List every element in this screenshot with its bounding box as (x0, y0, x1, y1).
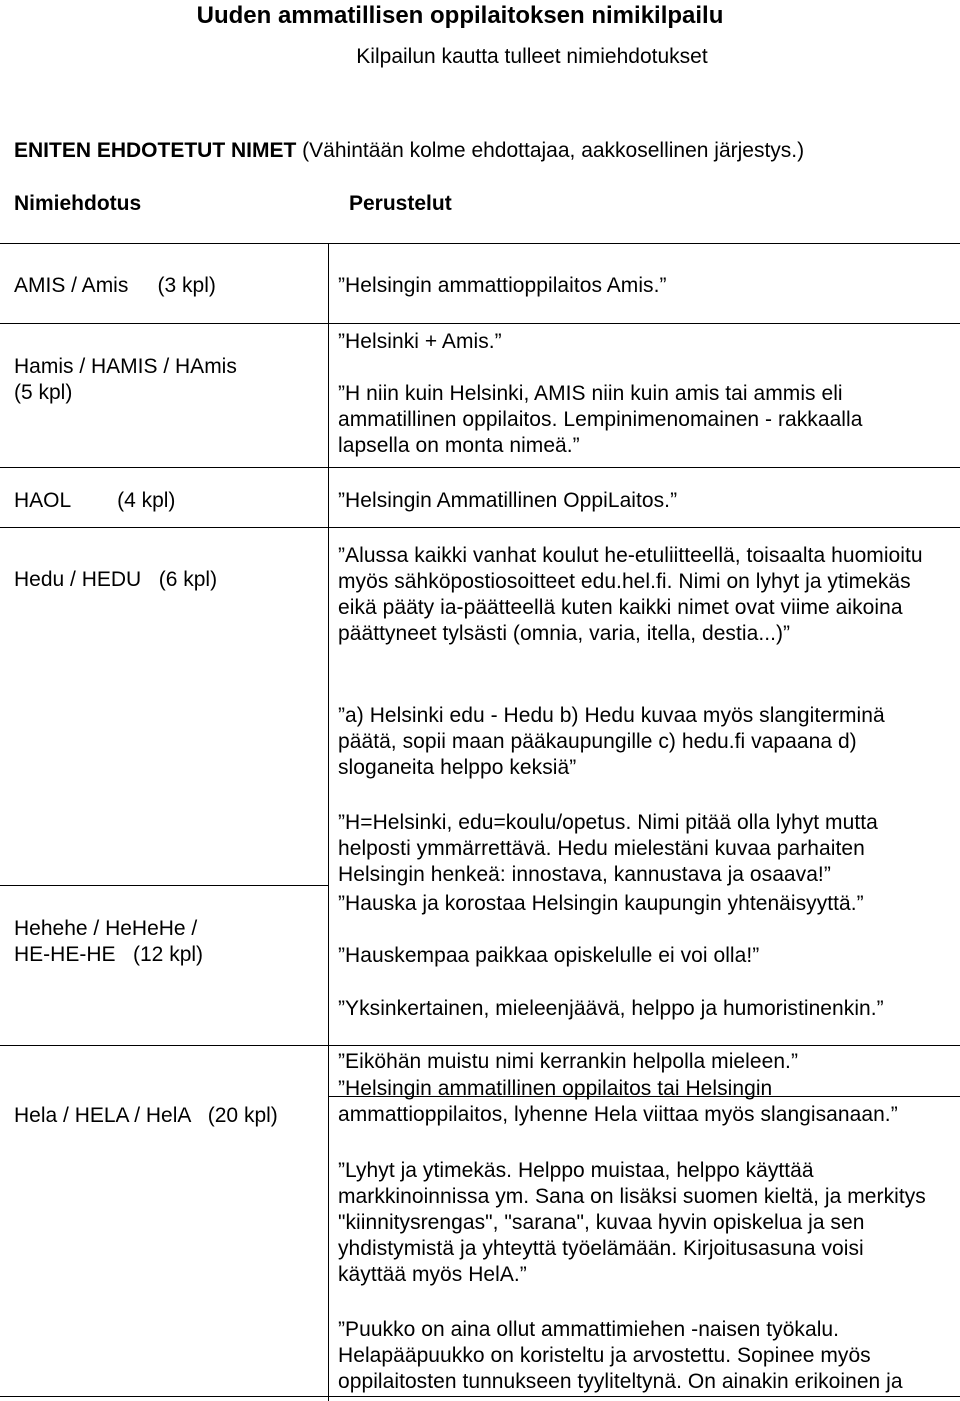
row-divider (328, 467, 960, 468)
reason-text: ”H niin kuin Helsinki, AMIS niin kuin amis tai ammis eli ammatillinen oppilaitos. Lempinimenomainen - rakkaalla lapsella on monta nimeä.” (338, 382, 863, 457)
name-hamis-line2: (5 kpl) (14, 381, 73, 404)
reason-text: ”Alussa kaikki vanhat koulut he-etuliitteellä, toisaalta huomioitu myös sähköpostiosoitteet edu.hel.fi. Nimi on lyhyt ja ytimekäs eikä pääty ia-päätteellä kuten kaikki nimet ovat viime aikoina päättyneet tylsästi (omnia, varia, itella, destia...)” (338, 544, 923, 645)
name-hedu: Hedu / HEDU (6 kpl) (14, 568, 218, 591)
row-divider (328, 1045, 960, 1046)
reason-text: ”Helsingin ammattioppilaitos Amis.” (338, 274, 667, 297)
reason-text: ”H=Helsinki, edu=koulu/opetus. Nimi pitää olla lyhyt mutta helposti ymmärrettävä. Hedu mielestäni kuvaa parhaiten Helsingin henkeä: innostava, kannustava ja osaava!” (338, 811, 878, 886)
name-hamis (14, 354, 324, 406)
name-hehehe-line1: Hehehe / HeHeHe / (14, 917, 198, 940)
reason-text: ”a) Helsinki edu - Hedu b) Hedu kuvaa myös slangiterminä päätä, sopii maan pääkaupungille c) hedu.fi vapaana d) sloganeita helppo keksiä” (338, 704, 885, 779)
column-divider (328, 243, 329, 1401)
name-hamis-line1: Hamis / HAMIS / HAmis (14, 355, 237, 378)
row-divider (0, 885, 328, 886)
reason-text: ”Hauska ja korostaa Helsingin kaupungin yhtenäisyyttä.” (338, 892, 864, 915)
reason-text: ”Helsingin Ammatillinen OppiLaitos.” (338, 489, 678, 512)
table-top-border (0, 243, 960, 244)
reason-text: ”Puukko on aina ollut ammattimiehen -naisen työkalu. Helapääpuukko on koristeltu ja arvostettu. Sopinee myös oppilaitosten tunnukseen tyyliteltynä. On ainakin erikoinen ja (338, 1318, 903, 1393)
name-hehehe (14, 916, 324, 968)
row-divider (0, 1045, 328, 1046)
reason-text: ”Helsinki + Amis.” (338, 330, 502, 353)
name-hehehe-line2: HE-HE-HE (12 kpl) (14, 943, 204, 966)
column-header-name: Nimiehdotus (14, 192, 142, 215)
row-divider (0, 323, 328, 324)
column-header-reason: Perustelut (349, 192, 452, 215)
row-divider (0, 527, 328, 528)
reason-text: ”Eiköhän muistu nimi kerrankin helpolla mieleen.” (338, 1050, 798, 1073)
row-divider (328, 323, 960, 324)
reason-text: ”Lyhyt ja ytimekäs. Helppo muistaa, helppo käyttää markkinoinnissa ym. Sana on lisäksi suomen kieltä, ja merkitys "kiinnitysrengas", "sarana", kuvaa hyvin opiskelua ja sen yhdistymistä ja yhteyttä työelämään. Kirjoitusasuna voisi käyttää myös HelA.” (338, 1159, 926, 1286)
name-amis: AMIS / Amis (3 kpl) (14, 274, 216, 297)
name-hela: Hela / HELA / HelA (20 kpl) (14, 1104, 278, 1127)
reason-text: ”Yksinkertainen, mieleenjäävä, helppo ja humoristinenkin.” (338, 997, 884, 1020)
reason-text: ”Helsingin ammatillinen oppilaitos tai Helsingin ammattioppilaitos, lyhenne Hela viittaa myös slangisanaan.” (338, 1077, 898, 1126)
section-heading (14, 139, 804, 163)
row-divider (0, 467, 328, 468)
section-heading-note: (Vähintään kolme ehdottajaa, aakkosellinen järjestys.) (296, 139, 805, 162)
reason-text: ”Hauskempaa paikkaa opiskelulle ei voi olla!” (338, 944, 760, 967)
section-heading-bold: ENITEN EHDOTETUT NIMET (14, 139, 297, 162)
document-subtitle: Kilpailun kautta tulleet nimiehdotukset (356, 45, 708, 68)
row-divider (328, 527, 960, 528)
table-bottom-border (0, 1396, 960, 1397)
document-title: Uuden ammatillisen oppilaitoksen nimikilpailu (196, 2, 724, 29)
name-haol: HAOL (4 kpl) (14, 489, 176, 512)
